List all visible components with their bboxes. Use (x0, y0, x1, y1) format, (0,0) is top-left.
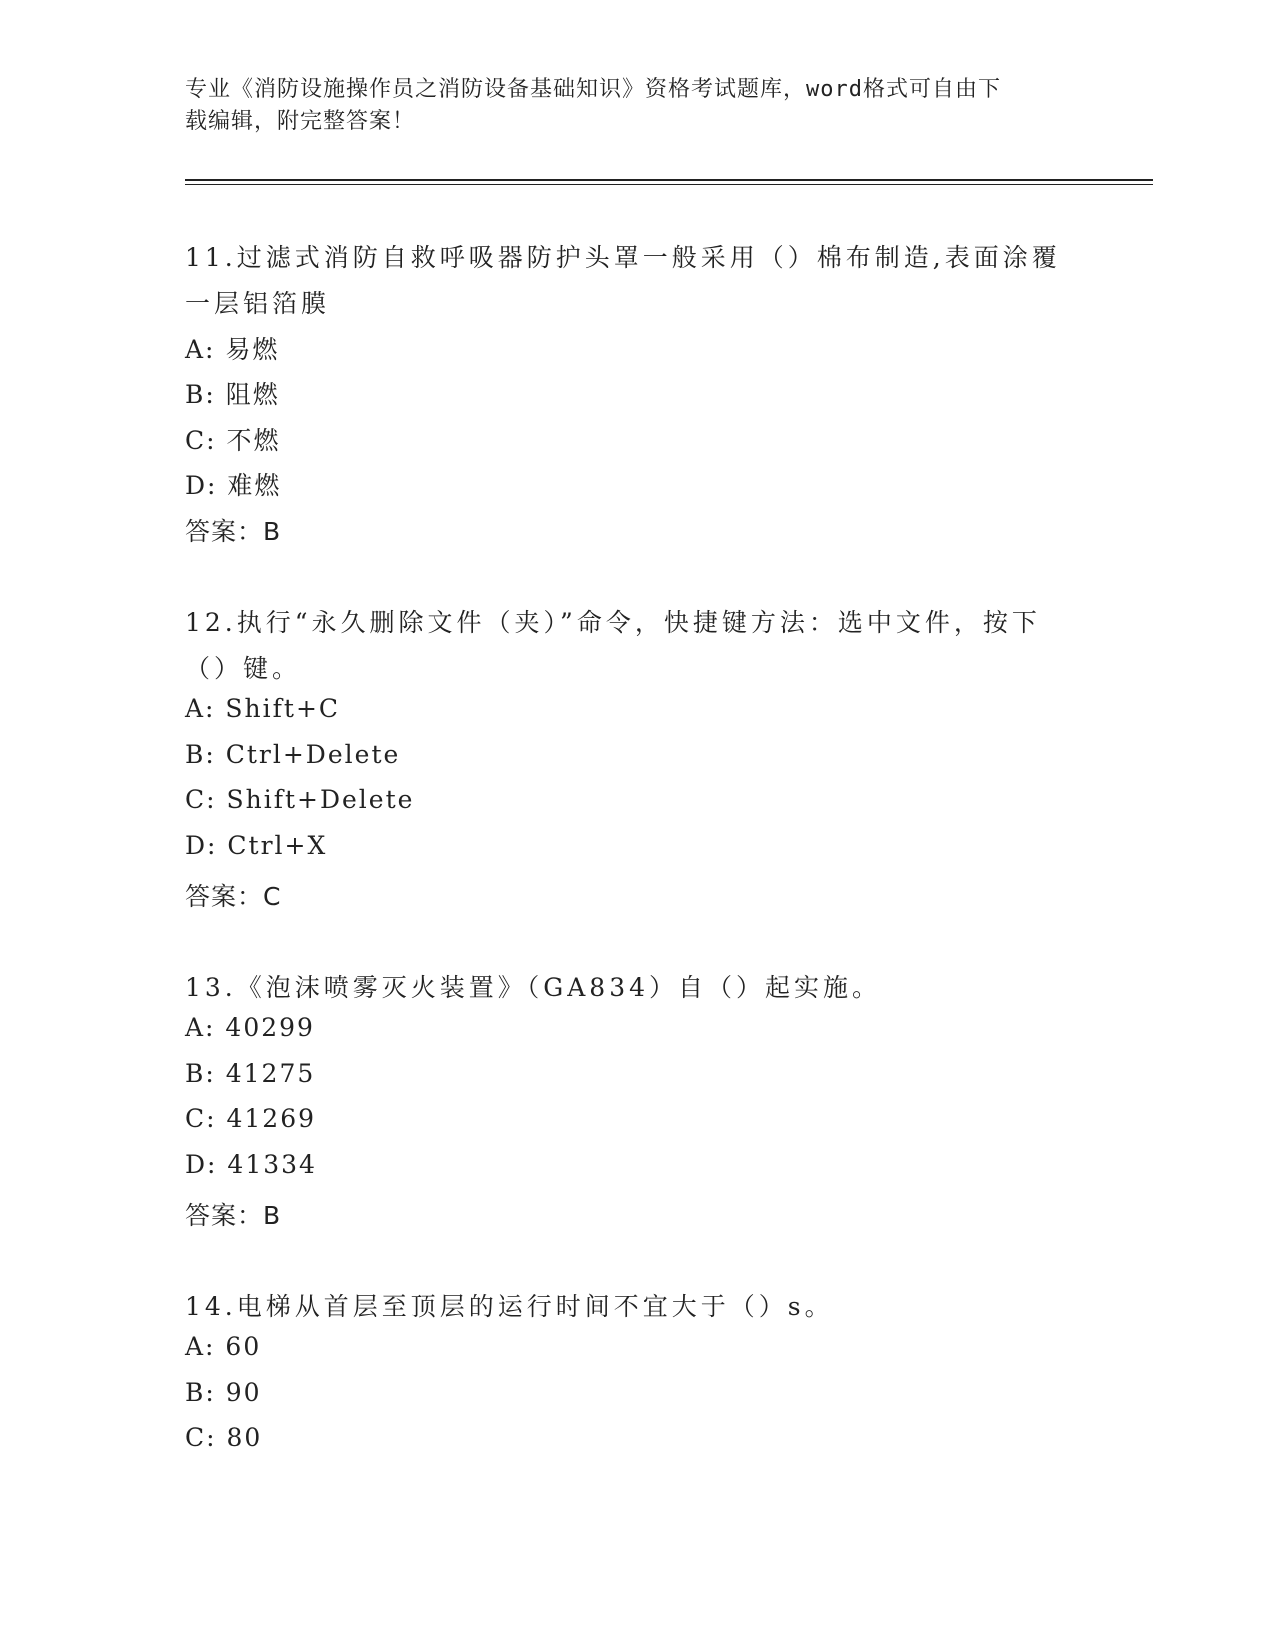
option-d: D: 41334 (185, 1150, 317, 1179)
header-line-1: 专业《消防设施操作员之消防设备基础知识》资格考试题库，word格式可自由下 (185, 77, 1001, 102)
option-c: C: 41269 (185, 1104, 317, 1133)
answer-label: 答案：B (185, 517, 282, 546)
option-d: D: 难燃 (185, 471, 282, 500)
option-a: A: 60 (185, 1332, 262, 1361)
answer-label: 答案：C (185, 882, 282, 911)
header-line-2: 载编辑，附完整答案！ (185, 109, 416, 134)
option-c: C: Shift+Delete (185, 785, 415, 814)
question-stem-continued: （）键。 (185, 654, 302, 683)
option-a: A: 易燃 (185, 335, 280, 364)
option-b: B: 90 (185, 1378, 262, 1407)
answer-label: 答案：B (185, 1201, 282, 1230)
question-stem: 13.《泡沫喷雾灭火装置》（GA834）自（）起实施。 (185, 973, 882, 1002)
option-a: A: 40299 (185, 1013, 315, 1042)
option-d: D: Ctrl+X (185, 831, 328, 860)
question-stem: 11.过滤式消防自救呼吸器防护头罩一般采用（）棉布制造,表面涂覆 (185, 243, 1061, 272)
option-b: B: 阻燃 (185, 380, 280, 409)
header-rule-thick (185, 179, 1153, 181)
document-header (185, 74, 1065, 138)
question-stem: 12.执行“永久删除文件（夹）”命令，快捷键方法：选中文件，按下 (185, 608, 1041, 637)
header-rule-thin (185, 184, 1153, 185)
option-b: B: Ctrl+Delete (185, 740, 401, 769)
option-c: C: 不燃 (185, 426, 281, 455)
question-stem-continued: 一层铝箔膜 (185, 289, 331, 318)
option-c: C: 80 (185, 1423, 263, 1452)
question-stem: 14.电梯从首层至顶层的运行时间不宜大于（）s。 (185, 1292, 834, 1321)
option-b: B: 41275 (185, 1059, 316, 1088)
option-a: A: Shift+C (185, 694, 341, 723)
